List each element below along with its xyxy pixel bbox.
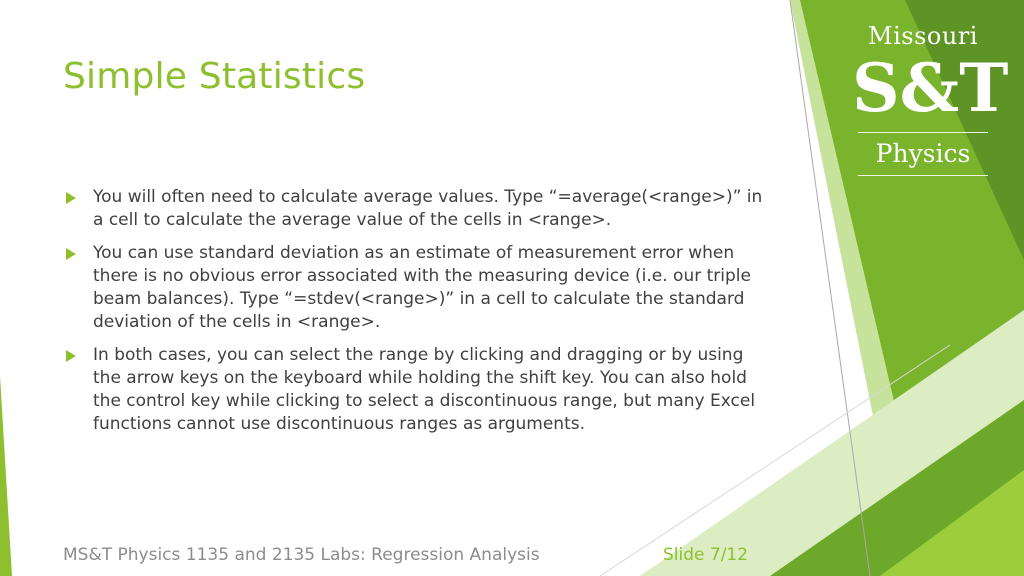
slide-title: Simple Statistics	[63, 56, 366, 97]
left-green-triangle	[0, 376, 12, 576]
slide-number: Slide 7/12	[663, 545, 749, 565]
triangle-bullet-icon	[66, 192, 76, 204]
bullet-list	[66, 186, 776, 446]
logo-department: Physics	[875, 139, 971, 168]
footer-course-title: MS&T Physics 1135 and 2135 Labs: Regression Analysis	[63, 545, 540, 565]
logo-divider	[858, 175, 988, 176]
bullet-item	[66, 344, 776, 436]
logo-st-mark: S&T	[852, 49, 1009, 127]
bullet-text: You can use standard deviation as an estimate of measurement error when there is no obvious error associated with the measuring device (i.e. our triple beam balances). Type “=stdev(<range>)” in a cell to calculate the standard deviation of the cells in <range>.	[93, 243, 751, 332]
logo-divider	[858, 132, 988, 133]
bullet-item	[66, 242, 776, 334]
triangle-bullet-icon	[66, 350, 76, 362]
bullet-text: You will often need to calculate average values. Type “=average(<range>)” in a cell to calculate the average value of the cells in <range>.	[93, 187, 763, 230]
bullet-item	[66, 186, 776, 232]
missouri-st-physics-logo	[852, 22, 1009, 180]
logo-university-name: Missouri	[868, 22, 978, 50]
bullet-text: In both cases, you can select the range by clicking and dragging or by using the arrow keys on the keyboard while holding the shift key. You can also hold the control key while clicking to select a discontinuous range, but many Excel functions cannot use discontinuous ranges as arguments.	[93, 345, 756, 434]
triangle-bullet-icon	[66, 248, 76, 260]
